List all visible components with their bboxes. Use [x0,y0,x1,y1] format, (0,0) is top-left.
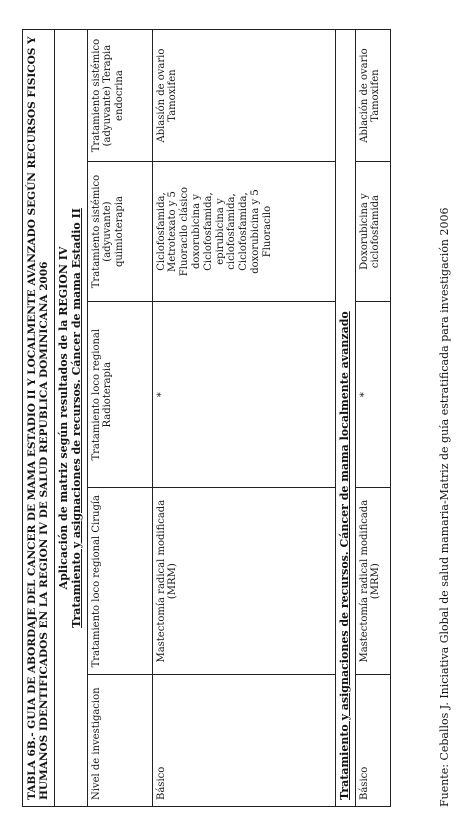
table-cell: Ciclofosfamida, Metrotexato y 5 Fluoracilo clásico doxorubicina y Ciclofosfamida, epirubicina y ciclofosfamida, Ciclofosfamida, doxorubicina y 5 Fluoracilo [152,162,335,302]
table-header-row [87,30,152,807]
table-cell: Básico [355,674,390,806]
source-note: Fuente: Ceballos J. Iniciativa Global de salud mamaria-Matriz de guía estratificada para investigación 2006 [438,207,451,807]
table-row [152,30,335,807]
stage-ii-subtitle: Tratamiento y asignaciones de recursos. Cáncer de mama Estadio II [69,208,83,628]
table-cell: Básico [152,674,335,806]
table-cell: * [355,301,390,487]
table-cell: Ablación de ovario Tamoxifen [355,30,390,162]
header-cell: Tratamiento sistémico (adyuvante) Terapia endocrina [87,30,152,162]
table-cell: * [152,301,335,487]
header-cell: Tratamiento loco regional Cirugía [87,488,152,674]
table-cell: Mastectomía radical modificada (MRM) [355,488,390,674]
matrix-application-line: Aplicación de matriz según resultados de la REGION IV [56,246,70,590]
section-stage-ii-heading [54,30,87,807]
header-cell: Tratamiento loco regional Radioterapia [87,301,152,487]
header-cell: Tratamiento sistémico (adyuvante) quimioterapia [87,162,152,302]
guideline-table [22,29,391,807]
header-cell: Nivel de investigacion [87,674,152,806]
table-cell: Mastectomía radical modificada (MRM) [152,488,335,674]
table-cell: Ablasión de ovario Tamoxifen [152,30,335,162]
section-advanced-heading: Tratamiento y asignaciones de recursos. Cáncer de mama localmente avanzado [335,30,355,807]
table-row [355,30,390,807]
table-title: TABLA 6B.- GUIA DE ABORDAJE DEL CANCER DE MAMA ESTADIO II Y LOCALMENTE AVANZADO SEGÚN RECURSOS FISICOS Y HUMANOS IDENTIFICADOS EN LA REGION IV DE SALUD REPUBLICA DOMINICANA 2006 [23,30,55,807]
table-cell: Doxorubicina y ciclofosfamida [355,162,390,302]
